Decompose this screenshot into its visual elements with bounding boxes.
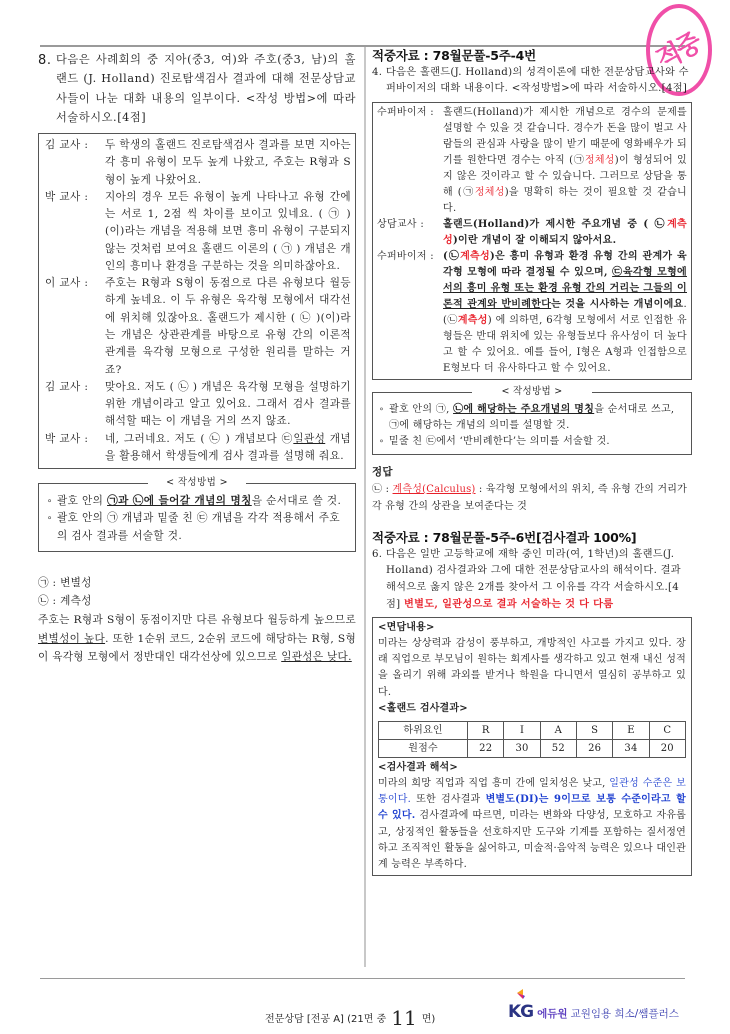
writing-method-box: [38, 477, 356, 552]
answer-highlight: 정체성: [584, 154, 615, 166]
question-text: 다음은 사례회의 중 지아(중3, 여)와 주호(중3, 남)의 홀랜드 (J. Holland) 진로탐색검사 결과에 대해 전문상담교사들이 나눈 대화 내용의 일부이다. <작성 방법>에 따라 서술하시오.[4점]: [56, 53, 356, 124]
highlight-text: 변별도(DI)는 9이므로 보통 수준이라고 할 수 있다.: [378, 794, 687, 822]
dialog-text-part: 개념을 활용해서 학생들에게 검사 결과를 설명해 줘요.: [105, 432, 351, 462]
method-item: [379, 434, 685, 450]
table-cell: R: [468, 721, 504, 739]
dialog-text: 지아의 경우 모든 유형이 높게 나타나고 유형 간에는 서로 1, 2점 씩 차이를 보이고 있네요. ( ㉠ )(이)라는 개념을 적용해 보면 흥미 유형이 구분되지 않는 것처럼 보여요 홀랜드 이론의 ( ㉠ ) 개념은 개인의 흥미나 환경을 구분하는 것을 의미하잖아요.: [105, 190, 351, 272]
answer-text: [372, 481, 692, 516]
method-item: [47, 510, 349, 545]
interpretation-text: [378, 776, 686, 873]
dialog-text: [443, 249, 687, 377]
writing-method-box: [372, 385, 692, 455]
method-item-text: [57, 493, 341, 510]
emphasized-text: ㉠과 ㉡에 들어갈 개념의 명칭: [107, 495, 252, 508]
footer-title: [265, 1003, 435, 1034]
dialog-row: [45, 137, 351, 189]
table-cell: 30: [504, 739, 540, 757]
table-row: [379, 739, 686, 757]
interview-text: 미라는 상상력과 감성이 풍부하고, 개방적인 사고를 가지고 있다. 장래 직업으로 부모님이 원하는 회계사를 생각하고 있고 현재 내신 성적을 올리기 위해 과외를 받거나 학원을 다니면서 열심히 공부하고 있다.: [378, 637, 686, 698]
table-cell: 34: [613, 739, 649, 757]
text-part: 또한 검사결과: [410, 794, 486, 806]
table-cell: 하위요인: [379, 721, 468, 739]
text-part: 을 순서대로 쓰고, ㉠에 해당하는 개념의 의미를 설명할 것.: [389, 403, 675, 431]
method-item: [47, 493, 349, 510]
dialog-box: [372, 102, 692, 380]
kg-logo: [508, 999, 533, 1025]
dialog-row: [377, 217, 687, 249]
table-cell: 원점수: [379, 739, 468, 757]
speaker: 수퍼바이저 :: [377, 250, 434, 262]
answer-highlight: 계측성: [460, 250, 490, 262]
column-divider: [364, 47, 366, 967]
footer-text: 전문상담 [전공 A] (21면 중: [265, 1014, 387, 1025]
method-item-text: 괄호 안의 ㉠ 개념과 밑줄 친 ㉢ 개념을 각각 적용해서 주호의 검사 결과를 서술할 것.: [57, 512, 340, 542]
dialog-row: [45, 379, 351, 431]
section-title: 적중자료 : 78월문풀-5주-6번[검사결과 100%]: [372, 529, 637, 545]
text-part: 괄호 안의 ㉠,: [389, 403, 454, 415]
question-text: 다음은 홀랜드(J. Holland)의 성격이론에 대한 전문상담교사와 수퍼바이저의 대화 내용이다. <작성방법>에 따라 서술하시오.[4점]: [386, 67, 689, 95]
footer-rule: [40, 978, 685, 979]
page-number: 11: [391, 1006, 417, 1030]
bullet-icon: ∘: [379, 435, 385, 447]
underlined-text: ㉢육각형 모형에서의 흥미 유형 또는 환경 유형 간의 거리는 그들의 이론적 관계와 반비례한다: [443, 266, 687, 310]
footer-text: 면): [421, 1014, 436, 1025]
left-column: [38, 50, 356, 667]
highlight-text: 일관성 수준은 보통이다.: [378, 778, 686, 806]
table-cell: 20: [649, 739, 685, 757]
text-part: )을 명확히 하는 것이 필요할 것 같습니다.: [443, 186, 687, 214]
eduone-text: 에듀원: [537, 1008, 568, 1021]
case-box: [372, 617, 692, 876]
text-part: 는 것을 시사하는 개념이에요: [551, 298, 684, 310]
question-number: 4.: [372, 67, 383, 79]
answer-line: ㉡ : 계측성: [38, 595, 92, 608]
table-cell: C: [649, 721, 685, 739]
underlined-term: 일관성: [293, 432, 326, 445]
dialog-box: [38, 133, 356, 469]
text-part: 검사결과에 따르면, 미라는 변화와 다양성, 모호하고 자유롭고, 상징적인 활동들을 선호하지만 도구와 기계를 포함하는 질서정연하고 조직적인 활동을 싫어하고, 미술적·음악적 능력은 있으나 대인관계 능력은 부족하다.: [378, 810, 686, 871]
answer-label: 정답: [372, 465, 393, 478]
underlined-text: 변별성이 높다: [38, 632, 106, 645]
method-item: [379, 402, 685, 434]
annotation-note: 변별도, 일관성으로 결과 서술하는 것 다 다룸: [403, 597, 614, 610]
table-header-row: [379, 721, 686, 739]
text-part: ㉡ :: [372, 483, 393, 495]
question-number: 6.: [372, 549, 383, 561]
method-title: < 작성방법 >: [501, 385, 563, 397]
speaker: 박 교사 :: [45, 432, 89, 445]
kg-eduone-logo: [508, 999, 679, 1025]
underlined-text: 일관성은 낮다.: [281, 651, 352, 664]
method-item-text: 밑줄 친 ㉢에서 ‘반비례한다’는 의미를 서술할 것.: [389, 435, 610, 447]
question-8: [38, 50, 356, 127]
text-part: : 육각형 모형에서의 위치, 즉 유형 간의 거리가 각 유형 간의 상관을 보여준다는 것: [372, 483, 688, 513]
question-text: [386, 547, 692, 612]
dialog-text: 주호는 R형과 S형이 동점으로 다른 유형보다 월등하게 높네요. 이 두 유형은 육각형 모형에서 대각선에 위치해 있잖아요. 홀랜드가 제시한 ( ㉡ )(이)라는 개념은 상관관계를 바탕으로 유형 간의 이론적 관계를 육각형 모형으로 구성한 원리를 말하는 거죠?: [105, 277, 351, 376]
answer-highlight: 계측성: [457, 314, 488, 326]
text-part: )이 형성되어 있지 않은 것이라고 할 수 있습니다. 그러므로 상담을 통해 (㉠: [443, 154, 688, 198]
text-part: (㉡: [443, 250, 461, 262]
answer-block: [38, 574, 356, 667]
text-part: . 또한 1순위 코드, 2순위 코드에 해당하는 R형, S형이 육각형 모형에서 정반대인 대각선상에 있으므로: [38, 632, 356, 664]
dialog-text: [105, 431, 351, 466]
text-part: 홀랜드(Holland)가 제시한 개념으로 경수의 문제를 설명할 수 있을 것 같습니다. 경수가 돈을 많이 벌고 사람들의 관심과 사랑을 많이 받기 때문에 영화배우가 되기를 원한다면 경수는 아직 (㉠: [443, 106, 687, 166]
kg-text: KG: [508, 1002, 534, 1022]
dialog-row: [45, 189, 351, 275]
speaker: 김 교사 :: [45, 380, 89, 393]
dialog-text: [443, 105, 687, 217]
answer-highlight: 정체성: [474, 186, 505, 198]
bullet-icon: ∘: [379, 403, 385, 415]
speaker: 상담교사 :: [377, 218, 424, 230]
interpretation-heading: <검사결과 해석>: [378, 761, 458, 773]
section-title: 적중자료 : 78월문풀-5주-4번: [372, 48, 536, 63]
emphasized-text: ㉡에 해당하는 주요개념의 명칭: [453, 403, 595, 415]
table-cell: 26: [577, 739, 613, 757]
method-title: < 작성방법 >: [166, 477, 228, 489]
text-part: ) 에 의하면, 6각형 모형에서 서로 인접한 유형들은 반대 위치에 있는 유형들보다 유사성이 더 높다고 할 수 있어요. 예를 들어, I형은 A형과 인접함으로 E형보다 더 유사하다고 할 수 있어요.: [443, 314, 687, 374]
answer-term: 계측성(Calculus): [392, 483, 476, 495]
table-cell: 52: [540, 739, 576, 757]
bullet-icon: ∘: [47, 512, 53, 525]
table-cell: A: [540, 721, 576, 739]
dialog-row: [377, 249, 687, 377]
table-cell: I: [504, 721, 540, 739]
answer-block: [372, 463, 692, 516]
text-part: 괄호 안의: [57, 495, 108, 508]
dialog-text: 맞아요. 저도 ( ㉡ ) 개념은 육각형 모형을 설명하기 위한 개념이라고 알고 있어요. 그래서 검사 결과를 해석할 때는 이 개념을 거의 쓰지 않죠.: [105, 380, 351, 428]
table-cell: 22: [468, 739, 504, 757]
question-6: [372, 547, 692, 612]
speaker: 김 교사 :: [45, 139, 89, 152]
interview-heading: <면담내용>: [378, 621, 435, 633]
table-cell: E: [613, 721, 649, 739]
text-part: 주호는 R형과 S형이 동점이지만 다른 유형보다 월등하게 높으므로: [38, 613, 356, 626]
bullet-icon: ∘: [47, 495, 53, 508]
score-table: [378, 721, 686, 758]
question-number: 8.: [38, 53, 52, 68]
dialog-row: [377, 105, 687, 217]
text-part: 다음은 일반 고등학교에 재학 중인 미라(여, 1학년)의 홀랜드(J. Holland) 검사결과와 그에 대한 전문상담교사의 해석이다. 결과 해석으로 옳지 않은 2개를 찾아서 그 이유를 각각 서술하시오.[4점]: [386, 549, 681, 610]
question-4: [372, 65, 692, 97]
answer-paragraph: [38, 611, 356, 667]
speaker: 박 교사 :: [45, 190, 89, 203]
right-column: [372, 46, 692, 876]
speaker: 수퍼바이저 :: [377, 106, 434, 118]
dialog-text: [443, 217, 687, 249]
dialog-row: [45, 275, 351, 379]
text-part: )이란 개념이 잘 이해되지 않아서요.: [452, 234, 617, 246]
table-cell: S: [577, 721, 613, 739]
answer-highlight: 계측성: [443, 218, 687, 246]
kg-mark-icon: [517, 989, 525, 999]
text-part: . (㉡: [443, 298, 687, 326]
method-item-text: [389, 402, 685, 434]
stamp-text: 적중: [651, 28, 705, 76]
answer-line: ㉠ : 변별성: [38, 576, 92, 589]
dialog-text: 두 학생의 홀랜드 진로탐색검사 결과를 보면 지아는 각 흥미 유형이 모두 높게 나왔고, 주호는 R형과 S형이 높게 나왔어요.: [105, 139, 351, 186]
brand-subtitle: 교원임용 희소/쌤플러스: [570, 1008, 679, 1021]
page-footer: [0, 995, 730, 1030]
text-part: 홀랜드(Holland)가 제시한 주요개념 중 ( ㉡: [443, 218, 668, 230]
dialog-text-part: 네, 그러네요. 저도 ( ㉡ ) 개념보다 ㉢: [105, 432, 294, 445]
text-part: )은 흥미 유형과 환경 유형 간의 관계가 육각형 모형에 따라 결정될 수 있으며,: [443, 250, 687, 278]
dialog-row: [45, 431, 351, 466]
speaker: 이 교사 :: [45, 277, 89, 290]
result-heading: <홀랜드 검사결과>: [378, 702, 468, 714]
text-part: 을 순서대로 쓸 것.: [251, 495, 342, 508]
text-part: 미라의 희망 직업과 직업 흥미 간에 일치성은 낮고,: [378, 778, 610, 790]
